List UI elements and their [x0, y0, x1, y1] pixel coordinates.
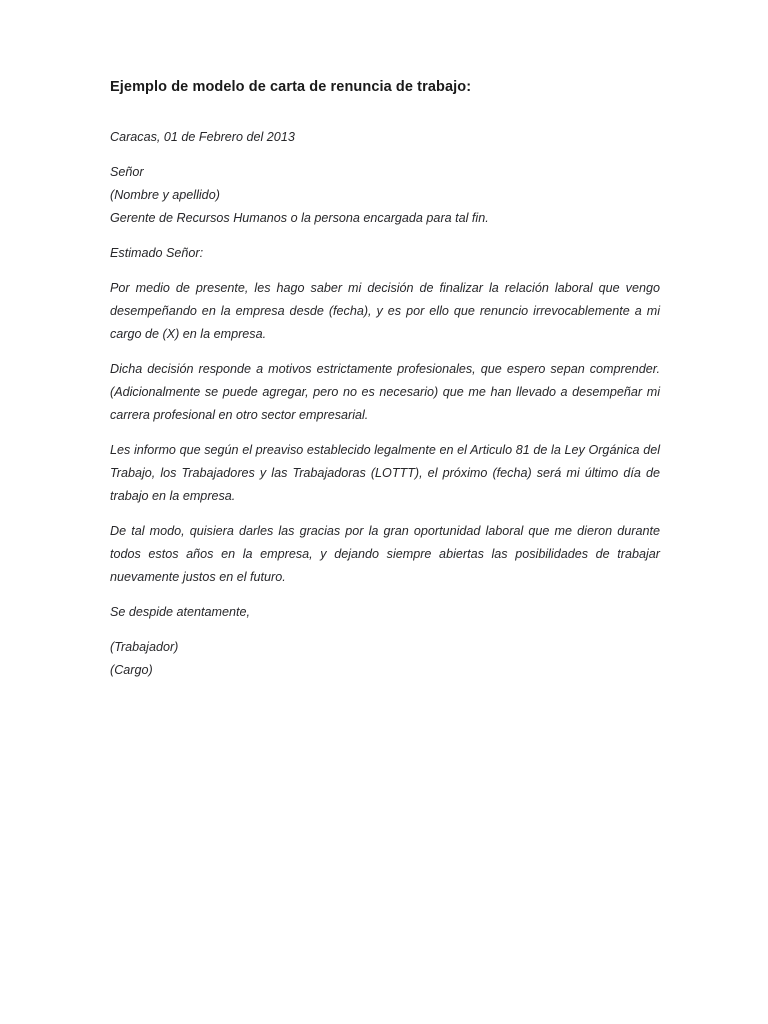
letter-body	[110, 78, 660, 682]
page-title: Ejemplo de modelo de carta de renuncia de trabajo:	[110, 79, 472, 95]
recipient-name-placeholder: (Nombre y apellido)	[110, 188, 220, 202]
signature-worker-placeholder: (Trabajador)	[110, 640, 179, 654]
date-line: Caracas, 01 de Febrero del 2013	[110, 130, 295, 144]
recipient-role-line: Gerente de Recursos Humanos o la persona encargada para tal fin.	[110, 211, 489, 225]
body-paragraph-3: Les informo que según el preaviso establecido legalmente en el Articulo 81 de la Ley Orgánica del Trabajo, los Trabajadores y las Trabajadoras (LOTTT), el próximo (fecha) será mi último día de trabajo en la empresa.	[110, 443, 660, 503]
recipient-block	[110, 161, 660, 230]
recipient-salutation: Señor	[110, 165, 144, 179]
greeting-line: Estimado Señor:	[110, 246, 204, 260]
body-paragraph-2: Dicha decisión responde a motivos estrictamente profesionales, que espero sepan comprender. (Adicionalmente se puede agregar, pero no es necesario) que me han llevado a desempeñar mi carrera profesional en otro sector empresarial.	[110, 362, 660, 422]
body-paragraph-4: De tal modo, quisiera darles las gracias por la gran oportunidad laboral que me dieron durante todos estos años en la empresa, y dejando siempre abiertas las posibilidades de trabajar nuevamente justos en el futuro.	[110, 524, 660, 584]
signature-position-placeholder: (Cargo)	[110, 663, 153, 677]
body-paragraph-1: Por medio de presente, les hago saber mi decisión de finalizar la relación laboral que vengo desempeñando en la empresa desde (fecha), y es por ello que renuncio irrevocablemente a mi cargo de (X) en la empresa.	[110, 281, 660, 341]
signature-block	[110, 636, 660, 682]
closing-line: Se despide atentamente,	[110, 605, 251, 619]
